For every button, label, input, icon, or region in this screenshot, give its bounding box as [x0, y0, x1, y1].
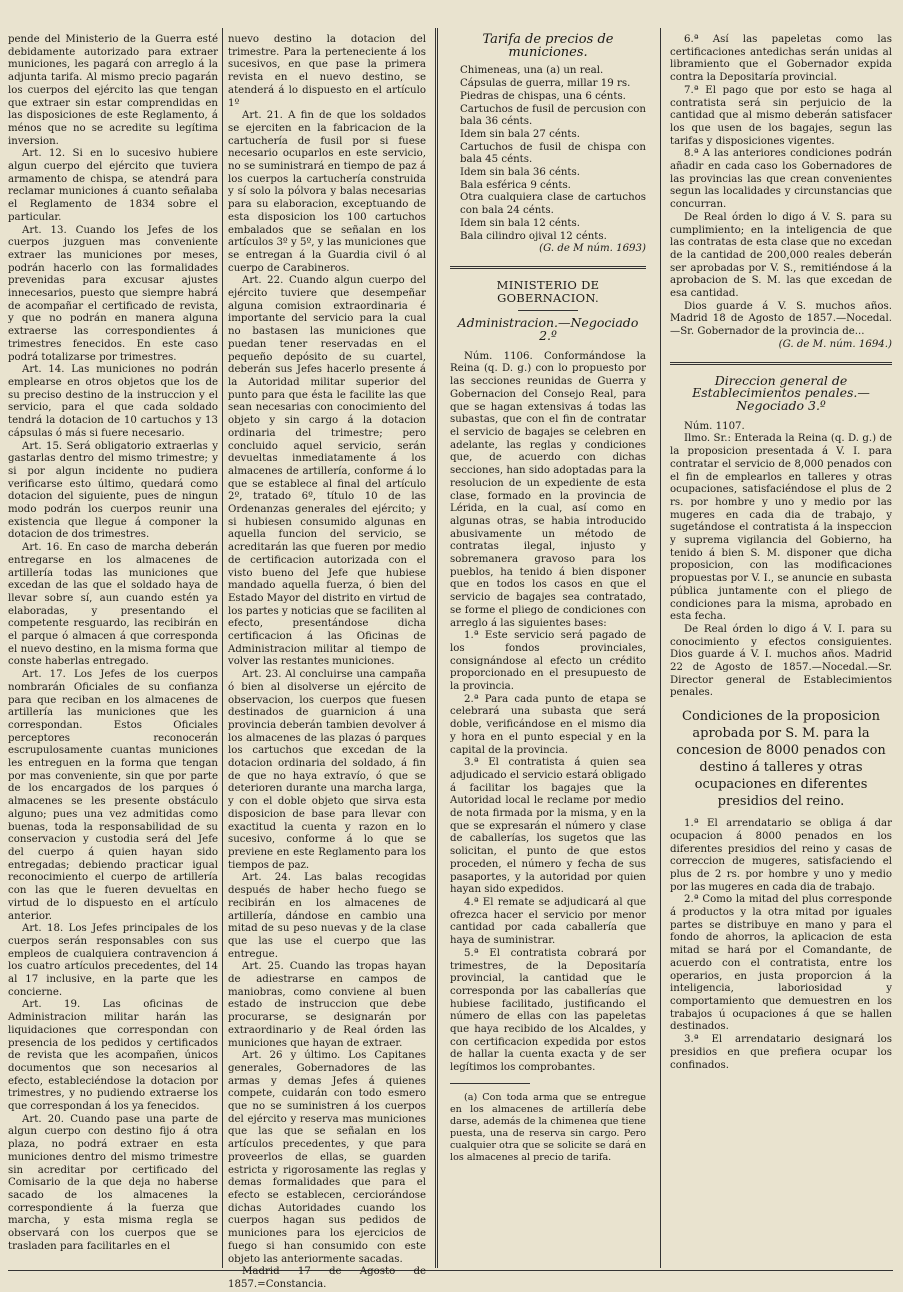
column-2 [228, 34, 426, 1290]
footnote-divider [450, 1083, 530, 1084]
column-4 [670, 34, 892, 1270]
tariff-item: Piedras de chispas, una 6 cénts. [460, 90, 626, 102]
condition-1: 1.ª Este servicio será pagado de los fondos provinciales, consignándose al efecto un crédito proporcionado en el presupuesto de la provincia. [450, 630, 646, 693]
penal-condition-1: 1.ª El arrendatario se obliga á dar ocupacion á 8000 penados en los diferentes presidios del reino y casas de correccion de mugeres, satisfaciendo el plus de 2 rs. por hombre y uno y medio por las mugeres en cada dia de trabajo. [670, 818, 892, 893]
tariff-item: Idem sin bala 27 cénts. [460, 128, 580, 140]
tariff-item: Bala cilindro ojival 12 cénts. [460, 230, 607, 242]
article-14: Art. 14. Las municiones no podrán emplearse en otros objetos que los de su preciso destino de la instruccion y el servicio, para el que cada soldado tendrá la dotacion de 10 cartuchos y 13 cápsulas ó más si fuere necesario. [8, 364, 218, 439]
condition-8: 8.ª A las anteriores condiciones podrán añadir en cada caso los Gobernadores de las provincias las que crean convenientes segun las localidades y circunstancias que concurran. [670, 148, 892, 211]
article-15: Art. 15. Será obligatorio extraerlas y gastarlas dentro del mismo trimestre; y si por algun incidente no pudiera verificarse esto último, quedará como dotacion del siguiente, pues de ningun modo podrán los cuerpos reunir una existencia que llegue á componer la dotacion de dos trimestres. [8, 440, 218, 541]
article-18: Art. 18. Los Jefes principales de los cuerpos serán responsables con sus empleos de cualquiera contravencion á los cuatro artículos precedentes, del 14 al 17 inclusive, en la parte que les concierne. [8, 923, 218, 998]
section-heading: Direccion general de Establecimientos penales.—Negociado 3.º [692, 372, 870, 413]
closing-signature: Madrid 17 de Agosto de 1857.=Constancia. [228, 1266, 426, 1290]
decree-text: Ilmo. Sr.: Enterada la Reina (q. D. g.) de la proposicion presentada á V. I. para contratar el servicio de 8,000 penados con el fin de emplearlos en talleres y otras ocupaciones, satisfaciéndose el plus de 2 rs. por hombre y uno y medio por las mugeres en cada dia de trabajo, y sugetándose el contratista á la inspeccion y suprema vigilancia del Gobierno, ha tenido á bien S. M. disponer que dicha proposicion, con las modificaciones propuestas por V. I., se anuncie en subasta pública juntamente con el pliego de condiciones para la misma, aprobado en esta fecha. [670, 433, 892, 623]
conditions-heading: Condiciones de la proposicion aprobada por S. M. para la concesion de 8000 penados con destino á talleres y otras ocupaciones en diferentes presidios del reino. [676, 709, 886, 810]
tariff-item: Idem sin bala 36 cénts. [460, 167, 580, 179]
closing-signature: Dios guarde á V. S. muchos años. Madrid 18 de Agosto de 1857.—Nocedal.—Sr. Gobernador de la provincia de... [670, 300, 892, 338]
column-divider [222, 28, 223, 1268]
condition-3: 3.ª El contratista á quien sea adjudicado el servicio estará obligado á facilitar los bagajes que la Autoridad local le reclame por medio de nota firmada por la misma, y en la que se expresarán el número y clase de caballerías, los sugetos que las solicitan, el punto de que estos proceden, el número y fecha de sus pasaportes, y la autoridad por quien hayan sido expedidos. [450, 757, 646, 896]
condition-5: 5.ª El contratista cobrará por trimestres, de la Depositaría provincial, la cantidad que le corresponda por las caballerías que hubiese facilitado, justificando el número de ellas con las papeletas que haya recibido de los Alcaldes, y con certificacion expedida por estos de hallar la cuenta exacta y de ser legítimos los comprobantes. [450, 947, 646, 1074]
ministry-heading: MINISTERIO DE GOBERNACION. [496, 277, 600, 305]
section-heading: Administracion.—Negociado 2.º [457, 315, 639, 344]
section-divider [670, 362, 892, 365]
tariff-item: Cartuchos de fusil de percusion con bala 36 cénts. [460, 103, 646, 128]
decree-number: Núm. 1107. [684, 420, 745, 432]
tariff-reference: (G. de M núm. 1693) [539, 243, 646, 255]
condition-6: 6.ª Así las papeletas como las certificaciones antedichas serán unidas al libramiento que el Gobernador expida contra la Depositaría provincial. [670, 34, 892, 84]
article-text: nuevo destino la dotacion del trimestre. Para la perteneciente á los sucesivos, en que pase la primera revista en el nuevo destino, se atenderá á lo dispuesto en el artículo 1º [228, 34, 426, 109]
article-25: Art. 25. Cuando las tropas hayan de adiestrarse en campos de maniobras, como conviene al buen estado de instruccion que debe procurarse, se designarán por extraordinario y de Real órden las municiones que hayan de extraer. [228, 961, 426, 1049]
article-23: Art. 23. Al concluirse una campaña ó bien al disolverse un ejército de observacion, los cuerpos que fuesen destinados de guarnicion á una provincia deberán tambien devolver á los almacenes de las plazas ó parques los cartuchos que excedan de la dotacion ordinaria del soldado, á fin de que no haya extravío, ó que se deterioren durante una marcha larga, y con el doble objeto que sirva esta disposicion de base para llevar con exactitud la cuenta y razon en lo sucesivo, conforme á lo que se previene en este Reglamento para los tiempos de paz. [228, 669, 426, 871]
tariff-item: Cápsulas de guerra, millar 19 rs. [460, 78, 631, 90]
article-19: Art. 19. Las oficinas de Administracion militar harán las liquidaciones que correspondan con presencia de los pedidos y certificados de revista que les acompañen, únicos documentos que son necesarios al efecto, estableciéndose la dotacion por trimestres, y no pudiendo extraerse los que correspondan á los ya fenecidos. [8, 999, 218, 1113]
royal-order: De Real órden lo digo á V. I. para su conocimiento y efectos consiguientes. Dios guarde á V. I. muchos años. Madrid 22 de Agosto de 1857.—Nocedal.—Sr. Director general de Establecimientos penales. [670, 623, 892, 699]
column-divider [435, 28, 438, 1268]
penal-condition-2: 2.ª Como la mitad del plus corresponde á productos y la otra mitad por iguales partes se distribuye en mano y para el fondo de ahorros, la aplicacion de esta mitad se hará por el Comandante, de acuerdo con el contratista, entre los operarios, en justa proporcion á la inteligencia, laboriosidad y comportamiento que demuestren en los trabajos ú ocupaciones á que se hallen destinados. [670, 894, 892, 1033]
article-20: Art. 20. Cuando pase una parte de algun cuerpo con destino fijo á otra plaza, no podrá extraer en esta municiones dentro del mismo trimestre sin acreditar por certificado del Comisario de la que deja no haberse sacado de los almacenes la correspondiente á la fuerza que marcha, y esta misma regla se observará con los cuerpos que se trasladen para facilitarles en el [8, 1113, 218, 1252]
article-13: Art. 13. Cuando los Jefes de los cuerpos juzguen mas conveniente extraer las municiones por meses, podrán hacerlo con las formalidades prevenidas para excusar ajustes innecesarios, puesto que siempre habrá de acompañar el certificado de revista, y que no podrán en manera alguna extraerse las correspondientes á trimestres fenecidos. En este caso podrá totalizarse por trimestres. [8, 224, 218, 363]
tariff-item: Bala esférica 9 cénts. [460, 179, 571, 191]
tariff-item: Idem sin bala 12 cénts. [460, 217, 580, 229]
decree-text: Núm. 1106. Conformándose la Reina (q. D. g.) con lo propuesto por las secciones reunidas de Guerra y Gobernacion del Consejo Real, para que se hagan extensivas á todas las subastas, que con el fin de contratar el servicio de bagajes se celebren en adelante, las reglas y condiciones que, de acuerdo con dichas secciones, han sido adoptadas para la resolucion de un expediente de esta clase, formado en la provincia de Lérida, en la cual, así como en algunas otras, se habia introducido abusivamente un método de contratas ilegal, injusto y sobremanera gravoso para los pueblos, ha tenido á bien disponer que en todos los casos en que el servicio de bagajes sea contratado, se forme el pliego de condiciones con arreglo á las siguientes bases: [450, 350, 646, 629]
tariff-item: Cartuchos de fusil de chispa con bala 45 cénts. [460, 141, 646, 166]
column-3 [450, 34, 646, 1270]
short-divider [518, 310, 578, 311]
condition-2: 2.ª Para cada punto de etapa se celebrará una subasta que será doble, verificándose en el mismo dia y hora en el punto especial y en la capital de la provincia. [450, 693, 646, 756]
article-12: Art. 12. Si en lo sucesivo hubiere algun cuerpo del ejército que tuviera armamento de chispa, se atendrá para reclamar municiones á cuanto señalaba el Reglamento de 1834 sobre el particular. [8, 148, 218, 223]
article-26: Art. 26 y último. Los Capitanes generales, Gobernadores de las armas y demas Jefes á quienes compete, cuidarán con todo esmero que no se suministren á los cuerpos del ejército y reserva mas municiones que las que se señalan en los artículos precedentes, y que para proveerlos de ellas, se guarden estricta y rigorosamente las reglas y demas formalidades que para el efecto se establecen, cerciorándose dichas Autoridades cuando los cuerpos hagan sus pedidos de municiones para los ejercicios de fuego si han consumido con este objeto las anteriormente sacadas. [228, 1050, 426, 1265]
article-17: Art. 17. Los Jefes de los cuerpos nombrarán Oficiales de su confianza para que reciban en los almacenes de artillería las municiones que les correspondan. Estos Oficiales perceptores reconocerán escrupulosamente cuantas municiones les entreguen en la forma que tengan por mas conveniente, sin que por parte de los encargados de los parques ó almacenes se les presente obstáculo alguno; pues una vez admitidas como buenas, toda la responsabilidad de su conservacion y custodia será del Jefe del cuerpo á quien hayan sido entregadas; debiendo practicar igual reconocimiento el cuerpo de artillería con las que le fueren devueltas en virtud de lo dispuesto en el artículo anterior. [8, 669, 218, 922]
footnote: (a) Con toda arma que se entregue en los almacenes de artillería debe darse, además de la chimenea que tiene puesta, una de reserva sin cargo. Pero cualquier otra que se solicite se dará en los almacenes al precio de tarifa. [450, 1091, 646, 1163]
article-24: Art. 24. Las balas recogidas después de haber hecho fuego se recibirán en los almacenes de artillería, dándose en cambio una mitad de su peso nuevas y de la clase que las use el cuerpo que las entregue. [228, 872, 426, 960]
royal-order: De Real órden lo digo á V. S. para su cumplimiento; en la inteligencia de que las contratas de esta clase que no excedan de la cantidad de 200,000 reales deberán ser aprobadas por V. S., remitiéndose á la aprobacion de S. M. las que excedan de esa cantidad. [670, 211, 892, 300]
penal-condition-3: 3.ª El arrendatario designará los presidios en que prefiera ocupar los confinados. [670, 1034, 892, 1071]
article-text: pende del Ministerio de la Guerra esté debidamente autorizado para extraer municiones, les pagará con arreglo á la adjunta tarifa. Al mismo precio pagarán los cuerpos del ejército las que tengan que extraer sin estar comprendidas en las disposiciones de este Reglamento, á ménos que no se acredite su legítima inversion. [8, 34, 218, 147]
tariff-item: Otra cualquiera clase de cartuchos con bala 24 cénts. [460, 192, 646, 217]
condition-4: 4.ª El remate se adjudicará al que ofrezca hacer el servicio por menor cantidad por cada caballería que haya de suministrar. [450, 897, 646, 947]
condition-7: 7.ª El pago que por esto se haga al contratista será sin perjuicio de la cantidad que al mismo deberán satisfacer los que usen de los bagajes, segun las tarifas y disposiciones vigentes. [670, 84, 892, 147]
gazette-reference: (G. de M. núm. 1694.) [778, 338, 892, 350]
article-22: Art. 22. Cuando algun cuerpo del ejército tuviere que desempeñar alguna comision extraordinaria é importante del servicio para la cual no bastasen las municiones que puedan tener reservadas en el pequeño depósito de su cuartel, deberán sus Jefes hacerlo presente á la Autoridad militar superior del punto para que ésta le facilite las que sean necesarias con conocimiento del objeto y sin cargo á la dotacion ordinaria del trimestre; pero concluido aquel servicio, serán devueltas inmediatamente á los almacenes de artillería, conforme á lo que se establece al final del artículo 2º, tratado 6º, título 10 de las Ordenanzas generales del ejército; y si hubiesen consumido algunas en aquella funcion del servicio, se acreditarán las que fueren por medio de certificacion autorizada con el visto bueno del Jefe que hubiese mandado aquella fuerza, ó bien del Estado Mayor del distrito en virtud de los partes y noticias que se faciliten al efecto, presentándose dicha certificacion á las Oficinas de Administracion militar al tiempo de volver las restantes municiones. [228, 275, 426, 668]
tariff-item: Chimeneas, una (a) un real. [460, 65, 604, 77]
section-divider [450, 266, 646, 269]
column-1 [8, 34, 218, 1270]
article-21: Art. 21. A fin de que los soldados se ejerciten en la fabricacion de la cartuchería de fusil por si fuese necesario ocuparlos en este servicio, no se suministrará en tiempo de paz á los cuerpos la cartuchería construida y sí solo la pólvora y balas necesarias para su elaboracion, exceptuando de esta disposicion los 100 cartuchos embalados que se señalan en los artículos 3º y 5º, y las municiones que se entregan á la Guardia civil ó al cuerpo de Carabineros. [228, 110, 426, 274]
column-divider [660, 28, 661, 1268]
tariff-title: Tarifa de precios de municiones. [482, 32, 614, 60]
page-bottom-rule [8, 1270, 893, 1271]
article-16: Art. 16. En caso de marcha deberán entregarse en los almacenes de artillería todas las municiones que excedan de las que el soldado haya de llevar sobre sí, aun cuando estén ya elaboradas, y presentando el competente resguardo, las recibirán en el parque ó almacen á que corresponda el nuevo destino, en la misma forma que conste haberlas entregado. [8, 542, 218, 668]
